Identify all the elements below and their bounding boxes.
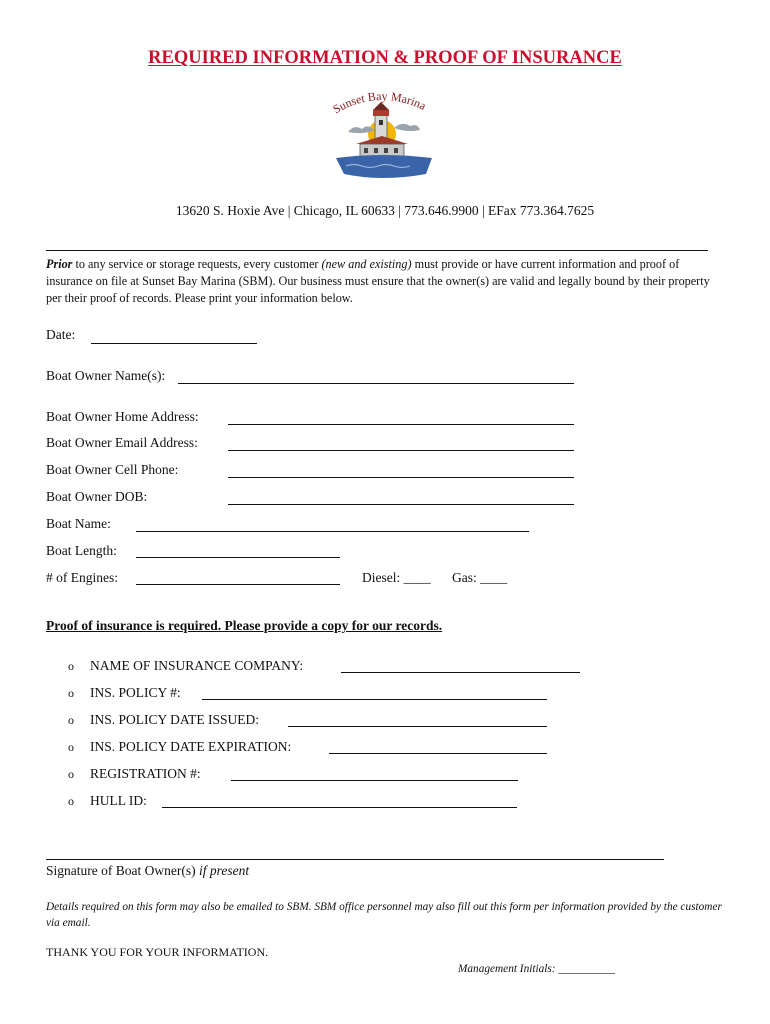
signature-field[interactable] [46, 859, 664, 860]
intro-text-2: must provide or have current information and proof of insurance on file at Sunset Bay Marina (SBM). Our business must ensure that the owner(s) are valid and legally bound by their property per their proof of records. Please print your information below. [46, 257, 710, 305]
registration-label: REGISTRATION #: [90, 766, 201, 781]
home-address-field[interactable] [228, 424, 574, 425]
header-divider [46, 250, 708, 251]
signature-label [46, 863, 249, 879]
bullet-icon: o [68, 713, 74, 727]
marina-logo [322, 86, 442, 186]
registration-field[interactable] [231, 780, 518, 781]
logo-text: Sunset Bay Marina [330, 88, 429, 117]
intro-text-1: to any service or storage requests, every customer [72, 257, 322, 271]
insurance-company-field[interactable] [341, 672, 580, 673]
signature-label-emphasis: if present [198, 863, 250, 878]
hull-id-label: HULL ID: [90, 793, 147, 808]
intro-lead: Prior [46, 257, 73, 271]
hull-id-field[interactable] [162, 807, 517, 808]
email-address-label: Boat Owner Email Address: [46, 435, 198, 450]
engines-label: # of Engines: [46, 570, 118, 585]
policy-expiration-label: INS. POLICY DATE EXPIRATION: [90, 739, 292, 754]
cell-phone-label: Boat Owner Cell Phone: [46, 462, 179, 477]
policy-number-field[interactable] [202, 699, 547, 700]
management-initials[interactable]: Management Initials: __________ [458, 963, 615, 975]
intro-emphasis: (new and existing) [321, 257, 412, 271]
date-label: Date: [46, 327, 76, 342]
policy-issued-label: INS. POLICY DATE ISSUED: [90, 712, 260, 727]
bullet-icon: o [68, 740, 74, 754]
insurance-company-label: NAME OF INSURANCE COMPANY: [90, 658, 304, 673]
boat-name-field[interactable] [136, 531, 529, 532]
boat-length-field[interactable] [136, 557, 340, 558]
boat-length-label: Boat Length: [46, 543, 117, 558]
email-address-field[interactable] [228, 450, 574, 451]
bullet-icon: o [68, 794, 74, 808]
contact-address: 13620 S. Hoxie Ave | Chicago, IL 60633 | 773.646.9900 | EFax 773.364.7625 [175, 203, 595, 218]
signature-label-text: Signature of Boat Owner(s) [46, 863, 199, 878]
dob-label: Boat Owner DOB: [46, 489, 148, 504]
owner-names-field[interactable] [178, 383, 574, 384]
page-title: REQUIRED INFORMATION & PROOF OF INSURANCE [148, 48, 622, 68]
intro-paragraph [46, 256, 722, 307]
engines-field[interactable] [136, 584, 340, 585]
boat-name-label: Boat Name: [46, 516, 111, 531]
policy-number-label: INS. POLICY #: [90, 685, 181, 700]
policy-expiration-field[interactable] [329, 753, 547, 754]
proof-heading: Proof of insurance is required. Please provide a copy for our records. [46, 618, 443, 633]
bullet-icon: o [68, 686, 74, 700]
policy-issued-field[interactable] [288, 726, 547, 727]
owner-names-label: Boat Owner Name(s): [46, 368, 166, 383]
bullet-icon: o [68, 659, 74, 673]
cell-phone-field[interactable] [228, 477, 574, 478]
details-note: Details required on this form may also be emailed to SBM. SBM office personnel may also fill out this form per information provided by the customer via email. [46, 901, 722, 929]
diesel-field[interactable]: Diesel: ____ [362, 570, 431, 585]
water-icon [336, 155, 432, 178]
date-field[interactable] [91, 343, 257, 344]
home-address-label: Boat Owner Home Address: [46, 409, 199, 424]
bullet-icon: o [68, 767, 74, 781]
thank-you-text: THANK YOU FOR YOUR INFORMATION. [46, 945, 269, 959]
gas-field[interactable]: Gas: ____ [452, 570, 508, 585]
dob-field[interactable] [228, 504, 574, 505]
